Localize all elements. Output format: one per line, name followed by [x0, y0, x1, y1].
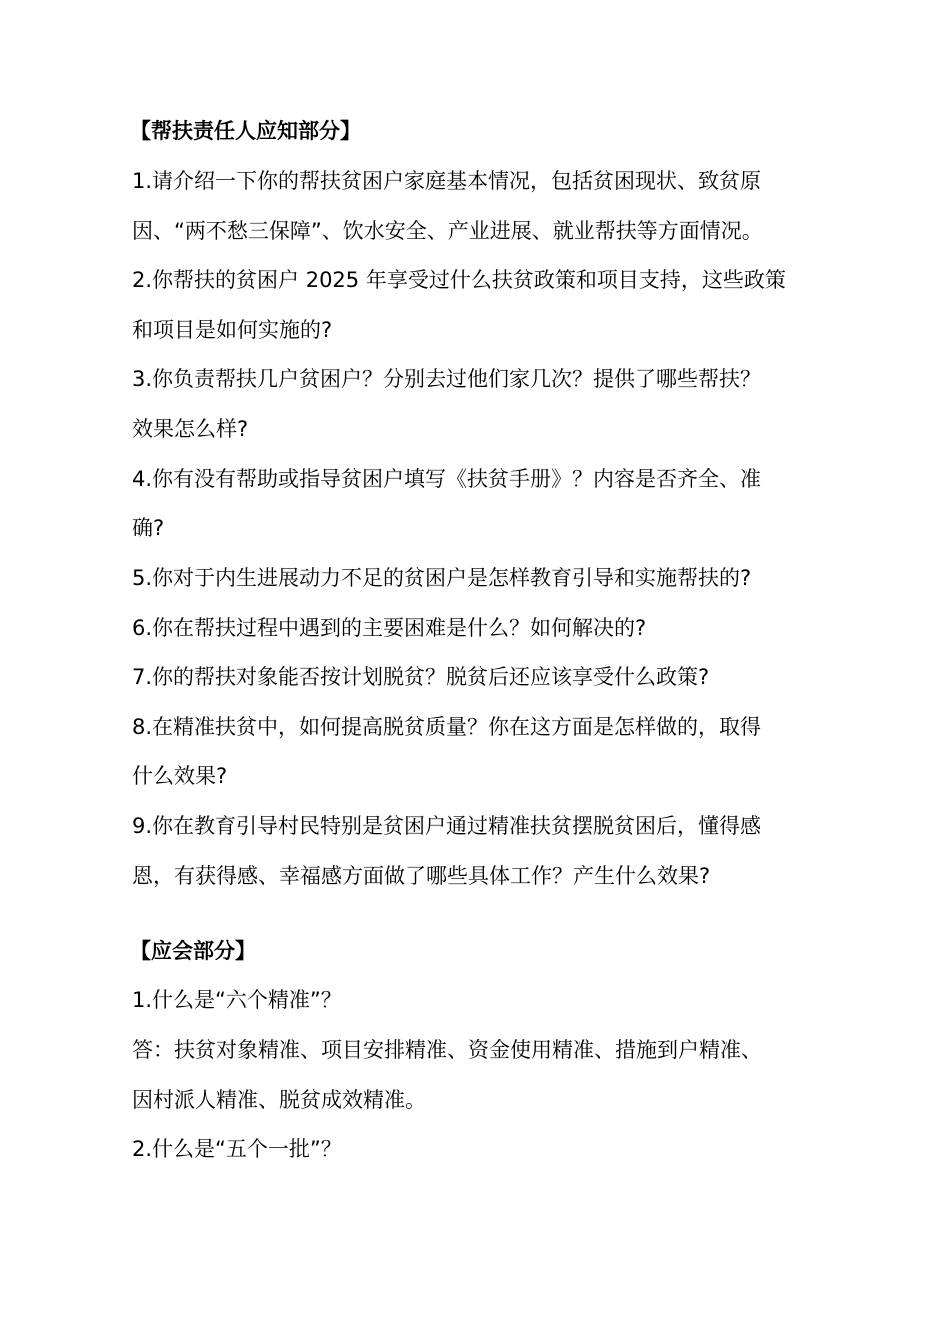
- qa-1-question: 1.什么是“六个精准”？: [132, 988, 342, 1012]
- question-3-line-1: 3.你负责帮扶几户贫困户？分别去过他们家几次？提供了哪些帮扶？: [132, 367, 762, 391]
- question-2-line-2: 和项目是如何实施的?: [132, 318, 333, 342]
- question-4-line-2: 确?: [132, 516, 165, 540]
- qa-1-answer-line-2: 因村派人精准、脱贫成效精准。: [132, 1088, 426, 1112]
- question-7-line-1: 7.你的帮扶对象能否按计划脱贫？脱贫后还应该享受什么政策?: [132, 665, 710, 689]
- question-9-line-2: 恩，有获得感、幸福感方面做了哪些具体工作？产生什么效果?: [132, 864, 711, 888]
- question-4-line-1: 4.你有没有帮助或指导贫困户填写《扶贫手册》？内容是否齐全、准: [132, 467, 762, 491]
- question-1-line-2: 因、“两不愁三保障”、饮水安全、产业进展、就业帮扶等方面情况。: [132, 219, 763, 243]
- section-heading-should-know: 【应会部分】: [130, 939, 256, 963]
- question-6-line-1: 6.你在帮扶过程中遇到的主要困难是什么？如何解决的?: [132, 616, 647, 640]
- question-1-line-1: 1.请介绍一下你的帮扶贫困户家庭基本情况，包括贫困现状、致贫原: [132, 169, 762, 193]
- question-2-line-1: 2.你帮扶的贫困户 2025 年享受过什么扶贫政策和项目支持，这些政策: [132, 268, 786, 292]
- qa-2-question: 2.什么是“五个一批”？: [132, 1137, 342, 1161]
- question-9-line-1: 9.你在教育引导村民特别是贫困户通过精准扶贫摆脱贫困后，懂得感: [132, 814, 762, 838]
- question-5-line-1: 5.你对于内生进展动力不足的贫困户是怎样教育引导和实施帮扶的?: [132, 566, 752, 590]
- question-3-line-2: 效果怎么样?: [132, 417, 249, 441]
- question-8-line-2: 什么效果?: [132, 764, 228, 788]
- qa-1-answer-line-1: 答：扶贫对象精准、项目安排精准、资金使用精准、措施到户精准、: [132, 1038, 762, 1062]
- question-8-line-1: 8.在精准扶贫中，如何提高脱贫质量？你在这方面是怎样做的，取得: [132, 715, 762, 739]
- section-heading-responsible-person: 【帮扶责任人应知部分】: [130, 119, 361, 143]
